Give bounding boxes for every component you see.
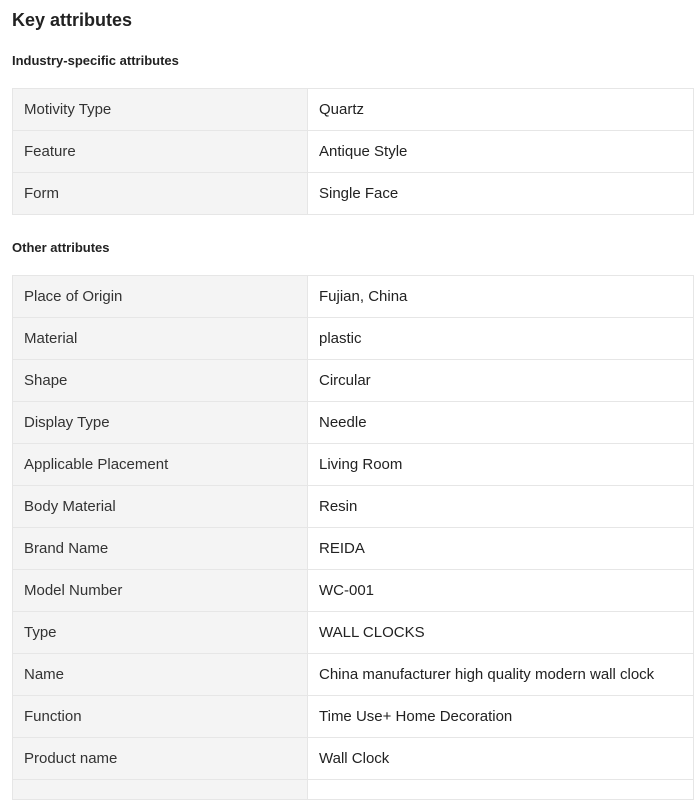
attribute-value: Fujian, China — [308, 276, 694, 318]
attribute-value: Antique Style — [308, 131, 694, 173]
attribute-key: Brand Name — [13, 528, 308, 570]
attribute-value: WALL CLOCKS — [308, 612, 694, 654]
table-row — [13, 654, 694, 696]
table-row — [13, 612, 694, 654]
other-attributes-table — [12, 275, 694, 800]
table-row — [13, 570, 694, 612]
other-attributes-heading: Other attributes — [12, 240, 110, 255]
attribute-key: Shape — [13, 360, 308, 402]
attribute-key: Material — [13, 318, 308, 360]
table-row — [13, 89, 694, 131]
attribute-value: WC-001 — [308, 570, 694, 612]
attribute-value: Living Room — [308, 444, 694, 486]
attribute-key: Form — [13, 173, 308, 215]
table-row — [13, 360, 694, 402]
attribute-key: Product name — [13, 738, 308, 780]
table-row — [13, 444, 694, 486]
attribute-key: Feature — [13, 131, 308, 173]
attribute-key: Name — [13, 654, 308, 696]
attribute-value: Single Face — [308, 173, 694, 215]
industry-attributes-table — [12, 88, 694, 215]
page-title: Key attributes — [12, 10, 133, 30]
attribute-value: REIDA — [308, 528, 694, 570]
attribute-key: Place of Origin — [13, 276, 308, 318]
attribute-value: China manufacturer high quality modern wall clock — [308, 654, 694, 696]
attribute-value: Resin — [308, 486, 694, 528]
table-row-partial — [13, 780, 694, 800]
attribute-key: Applicable Placement — [13, 444, 308, 486]
table-row — [13, 738, 694, 780]
attribute-value: Circular — [308, 360, 694, 402]
table-row — [13, 173, 694, 215]
attribute-key: Display Type — [13, 402, 308, 444]
attribute-value: plastic — [308, 318, 694, 360]
attribute-value: Needle — [308, 402, 694, 444]
attribute-value: Time Use+ Home Decoration — [308, 696, 694, 738]
table-row — [13, 486, 694, 528]
table-row — [13, 528, 694, 570]
table-row — [13, 318, 694, 360]
attribute-key: Function — [13, 696, 308, 738]
attribute-key-empty — [13, 780, 308, 800]
table-row — [13, 402, 694, 444]
attribute-key: Motivity Type — [13, 89, 308, 131]
attribute-value: Quartz — [308, 89, 694, 131]
attribute-key: Model Number — [13, 570, 308, 612]
attribute-value: Wall Clock — [308, 738, 694, 780]
table-row — [13, 276, 694, 318]
attribute-value-empty — [308, 780, 694, 800]
attribute-key: Type — [13, 612, 308, 654]
table-row — [13, 131, 694, 173]
industry-attributes-heading: Industry-specific attributes — [12, 53, 179, 68]
table-row — [13, 696, 694, 738]
attribute-key: Body Material — [13, 486, 308, 528]
